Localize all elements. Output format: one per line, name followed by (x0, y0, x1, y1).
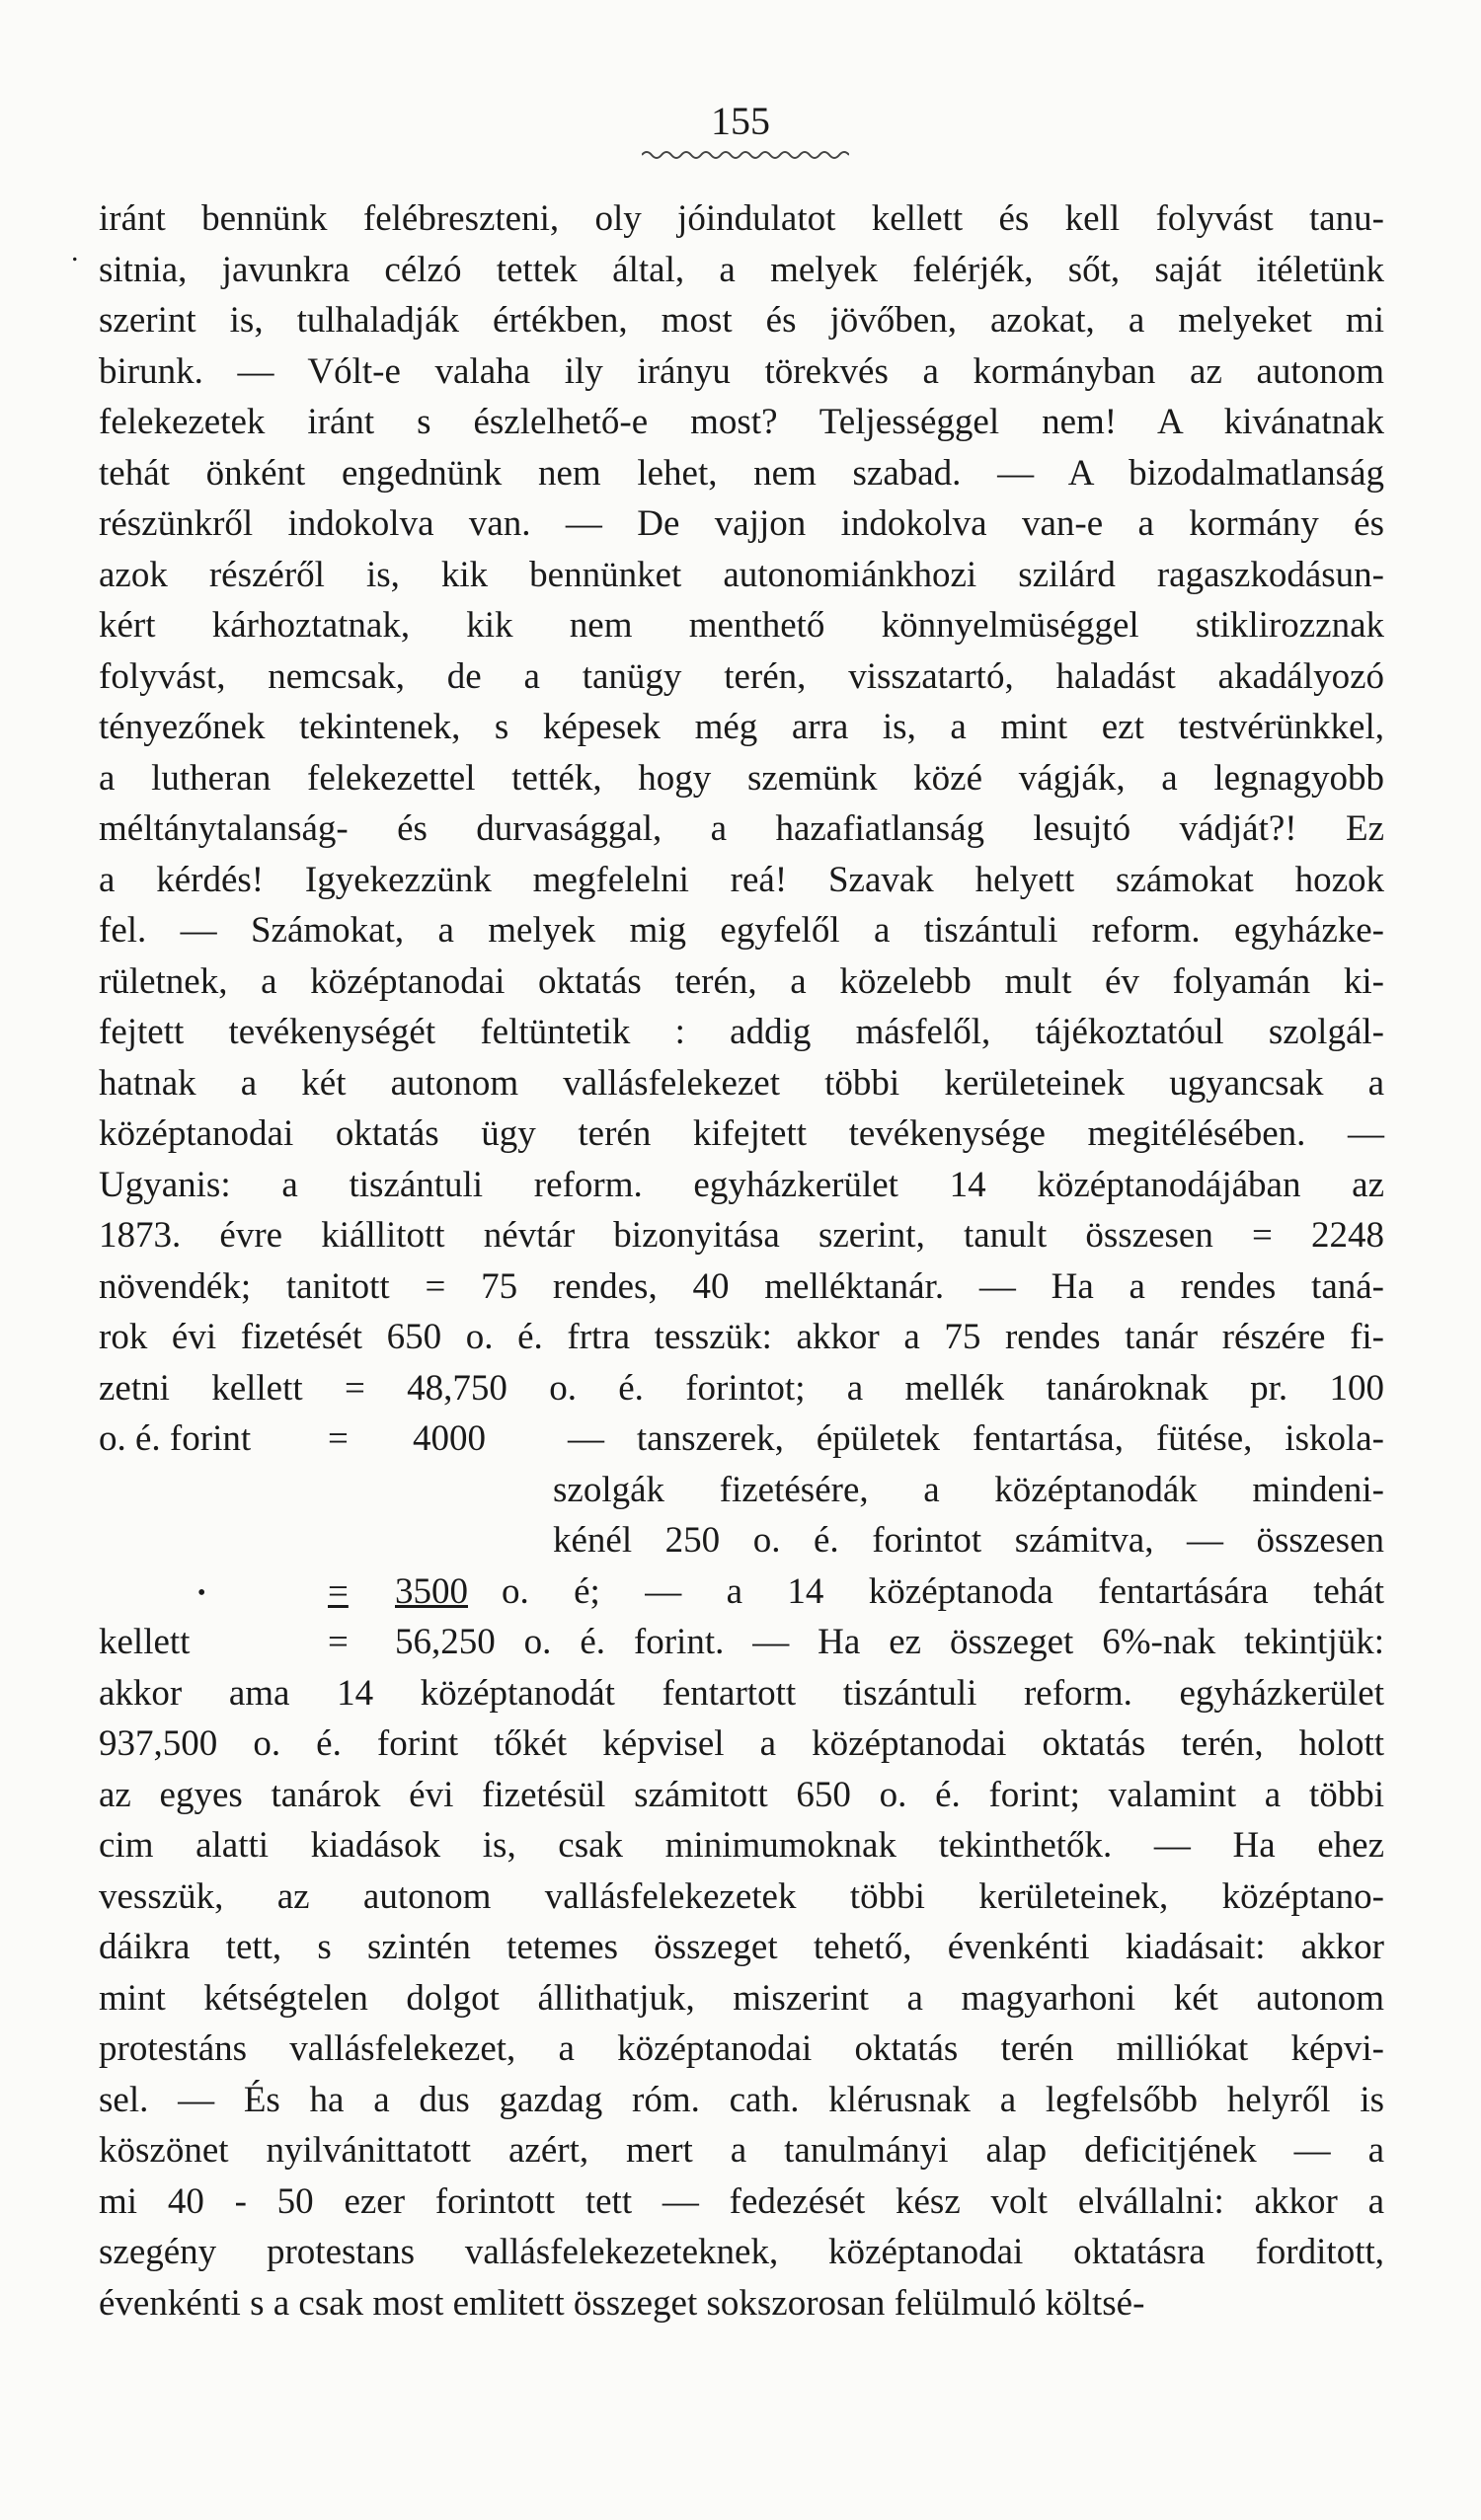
table-row (99, 1413, 1384, 1465)
text-line: középtanodai oktatás ügy terén kifejtett tevékenysége megitélésében. — (99, 1113, 1384, 1154)
text-line: a lutheran felekezettel tették, hogy szemünk közé vágják, a legnagyobb (99, 757, 1384, 799)
text-line: folyvást, nemcsak, de a tanügy terén, visszatartó, haladást akadályozó (99, 655, 1384, 697)
text-line: kért kárhoztatnak, kik nem menthető könnyelmüséggel stiklirozznak (99, 605, 1384, 646)
text-line: növendék; tanitott = 75 rendes, 40 melléktanár. — Ha a rendes taná- (99, 1265, 1384, 1307)
table-row (99, 1617, 1384, 1668)
text-line: évenkénti s a csak most emlitett összeget sokszorosan felülmuló költsé- (99, 2282, 1145, 2324)
stray-ink-mark: . (71, 235, 79, 267)
text-line: mi 40 - 50 ezer forintott tett — fedezését kész volt elvállalni: akkor a (99, 2180, 1384, 2222)
text-line: mint kétségtelen dolgot állithatjuk, miszerint a magyarhoni két autonom (99, 1977, 1384, 2019)
table-row (99, 1465, 1384, 1516)
table-row-text: o. é; — a 14 középtanoda fentartására tehát (502, 1570, 1384, 1612)
text-line: tehát önként engednünk nem lehet, nem szabad. — A bizodalmatlanság (99, 452, 1384, 494)
text-line: hatnak a két autonom vallásfelekezet többi kerületeinek ugyancsak a (99, 1062, 1384, 1104)
paragraph-part-2 (99, 1668, 1384, 2329)
text-line: felekezetek iránt s észlelhető-e most? Teljességgel nem! A kivánatnak (99, 402, 1384, 442)
equals-sign: = (328, 1418, 349, 1459)
text-line: szerint is, tulhaladják értékben, most és jövőben, azokat, a melyeket mi (99, 300, 1384, 341)
text-line: Ugyanis: a tiszántuli reform. egyházkerület 14 középtanodájában az (99, 1164, 1384, 1205)
table-row-label: kellett (99, 1622, 191, 1662)
text-line: szegény protestans vallásfelekezeteknek, középtanodai oktatásra forditott, (99, 2232, 1384, 2272)
table-row-text: kénél 250 o. é. forintot számitva, — összesen (553, 1520, 1384, 1561)
text-line: akkor ama 14 középtanodát fentartott tiszántuli reform. egyházkerület (99, 1672, 1384, 1714)
equals-sign: = (328, 1622, 349, 1662)
text-line: tényezőnek tekintenek, s képesek még arra is, a mint ezt testvérünkkel, (99, 707, 1384, 747)
expense-table (99, 1413, 1384, 1668)
amount-value: 3500 (395, 1570, 468, 1612)
stray-ink-mark: • (197, 1579, 206, 1606)
equals-sign: = (328, 1570, 349, 1612)
text-line: a kérdés! Igyekezzünk megfelelni reá! Szavak helyett számokat hozok (99, 859, 1384, 900)
text-line: dáikra tett, s szintén tetemes összeget tehető, évenkénti kiadásait: akkor (99, 1927, 1384, 1967)
page-number: 155 (711, 99, 770, 143)
text-line: 937,500 o. é. forint tőkét képvisel a középtanodai oktatás terén, holott (99, 1723, 1384, 1764)
wavy-rule-ornament (642, 148, 849, 162)
text-line: zetni kellett = 48,750 o. é. forintot; a mellék tanároknak pr. 100 (99, 1367, 1384, 1409)
table-row-text: 56,250 o. é. forint. — Ha ez összeget 6%-nak tekintjük: (395, 1622, 1384, 1662)
body-text (99, 193, 1384, 2329)
text-line: cim alatti kiadások is, csak minimumoknak tekinthetők. — Ha ehez (99, 1825, 1384, 1866)
text-line: sitnia, javunkra célzó tettek által, a melyek felérjék, sőt, saját itéletünk (99, 249, 1384, 290)
amount-value: 4000 (413, 1418, 486, 1459)
table-row-text: szolgák fizetésére, a középtanodák mindeni- (553, 1469, 1384, 1510)
text-line: protestáns vallásfelekezet, a középtanodai oktatás terén milliókat képvi- (99, 2028, 1384, 2069)
table-row (99, 1515, 1384, 1566)
text-line: azok részéről is, kik bennünket autonomiánkhozi szilárd ragaszkodásun- (99, 554, 1384, 595)
text-line: fel. — Számokat, a melyek mig egyfelől a tiszántuli reform. egyházke- (99, 910, 1384, 951)
text-line: sel. — És ha a dus gazdag róm. cath. klérusnak a legfelsőbb helyről is (99, 2079, 1384, 2120)
text-line: méltánytalanság- és durvasággal, a hazafiatlanság lesujtó vádját?! Ez (99, 808, 1384, 849)
text-line: iránt bennünk felébreszteni, oly jóindulatot kellett és kell folyvást tanu- (99, 198, 1384, 239)
text-line: 1873. évre kiállitott névtár bizonyitása szerint, tanult összesen = 2248 (99, 1215, 1384, 1256)
text-line: vesszük, az autonom vallásfelekezetek többi kerületeinek, középtano- (99, 1875, 1384, 1917)
text-line: részünkről indokolva van. — De vajjon indokolva van-e a kormány és (99, 503, 1384, 544)
text-line: az egyes tanárok évi fizetésül számitott 650 o. é. forint; valamint a többi (99, 1774, 1384, 1815)
table-row-text: — tanszerek, épületek fentartása, fütése, iskola- (568, 1418, 1384, 1459)
text-line: birunk. — Vólt-e valaha ily irányu törekvés a kormányban az autonom (99, 350, 1384, 392)
paragraph-part-1 (99, 193, 1384, 1413)
text-line: rok évi fizetését 650 o. é. frtra tesszük: akkor a 75 rendes tanár részére fi- (99, 1317, 1384, 1357)
table-row (99, 1566, 1384, 1618)
text-line: köszönet nyilvánittatott azért, mert a tanulmányi alap deficitjének — a (99, 2130, 1384, 2171)
text-line: rületnek, a középtanodai oktatás terén, a közelebb mult év folyamán ki- (99, 960, 1384, 1002)
table-row-label: o. é. forint (99, 1418, 252, 1459)
text-line: fejtett tevékenységét feltüntetik : addig másfelől, tájékoztatóul szolgál- (99, 1012, 1384, 1052)
